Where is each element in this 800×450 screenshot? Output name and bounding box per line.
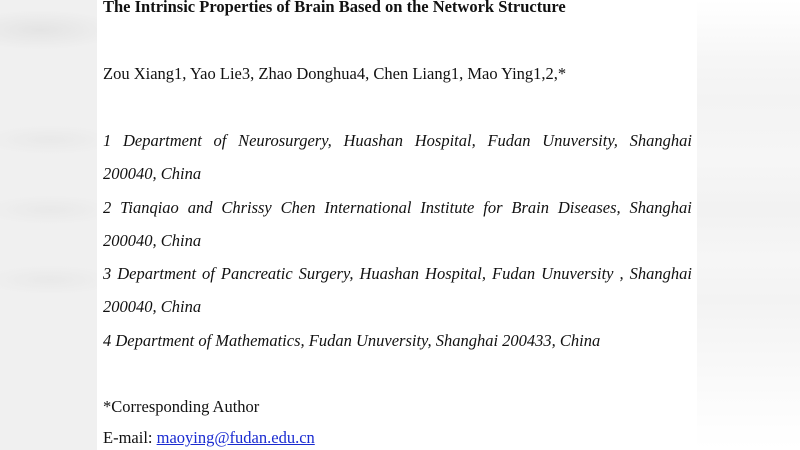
affiliation-3-line-2: 200040, China bbox=[103, 297, 202, 316]
word: Neurosurgery, bbox=[238, 131, 332, 150]
word: of bbox=[202, 264, 215, 283]
email-line bbox=[103, 428, 315, 448]
affiliation-4 bbox=[103, 324, 692, 357]
word: Tianqiao bbox=[120, 198, 179, 217]
word: Fudan bbox=[487, 131, 531, 150]
affiliation-2 bbox=[103, 191, 692, 257]
word: Fudan bbox=[492, 264, 536, 283]
affiliation-4-line-1: 4 Department of Mathematics, Fudan Unuversity, Shanghai 200433, China bbox=[103, 331, 601, 350]
word: Department bbox=[117, 264, 197, 283]
word: Hospital, bbox=[425, 264, 487, 283]
author-list: Zou Xiang1, Yao Lie3, Zhao Donghua4, Chen Liang1, Mao Ying1,2,* bbox=[103, 64, 567, 83]
word: Hospital, bbox=[414, 131, 476, 150]
word: Surgery, bbox=[298, 264, 354, 283]
word: and bbox=[187, 198, 213, 217]
word: Shanghai bbox=[629, 131, 692, 150]
word: , bbox=[619, 264, 624, 283]
word: Brain bbox=[511, 198, 549, 217]
affiliation-1-line-2: 200040, China bbox=[103, 164, 202, 183]
word: 1 bbox=[103, 131, 112, 150]
word: International bbox=[324, 198, 412, 217]
word: Shanghai bbox=[629, 264, 692, 283]
word: Chen bbox=[280, 198, 316, 217]
document-page bbox=[97, 0, 697, 450]
affiliation-3 bbox=[103, 257, 692, 323]
left-blurred-margin bbox=[0, 0, 97, 450]
corresponding-author-label: *Corresponding Author bbox=[103, 397, 260, 416]
right-blurred-margin bbox=[697, 0, 800, 450]
word: Huashan bbox=[359, 264, 420, 283]
email-label: E-mail: bbox=[103, 428, 157, 447]
word: for bbox=[483, 198, 503, 217]
word: Pancreatic bbox=[220, 264, 293, 283]
paper-title: The Intrinsic Properties of Brain Based on the Network Structure bbox=[103, 0, 566, 16]
word: Department bbox=[122, 131, 202, 150]
affiliation-2-line-1 bbox=[103, 191, 692, 224]
word: of bbox=[213, 131, 227, 150]
word: 2 bbox=[103, 198, 112, 217]
affiliation-2-line-2: 200040, China bbox=[103, 231, 202, 250]
word: Chrissy bbox=[221, 198, 272, 217]
email-link[interactable]: maoying@fudan.edu.cn bbox=[156, 428, 315, 447]
affiliation-1-line-1 bbox=[103, 124, 692, 157]
word: Huashan bbox=[343, 131, 404, 150]
word: Unuversity bbox=[541, 264, 614, 283]
word: Diseases, bbox=[557, 198, 621, 217]
affiliation-1 bbox=[103, 124, 692, 190]
word: Institute bbox=[420, 198, 475, 217]
word: 3 bbox=[103, 264, 112, 283]
affiliation-3-line-1 bbox=[103, 257, 692, 290]
word: Unuversity, bbox=[542, 131, 618, 150]
word: Shanghai bbox=[629, 198, 692, 217]
